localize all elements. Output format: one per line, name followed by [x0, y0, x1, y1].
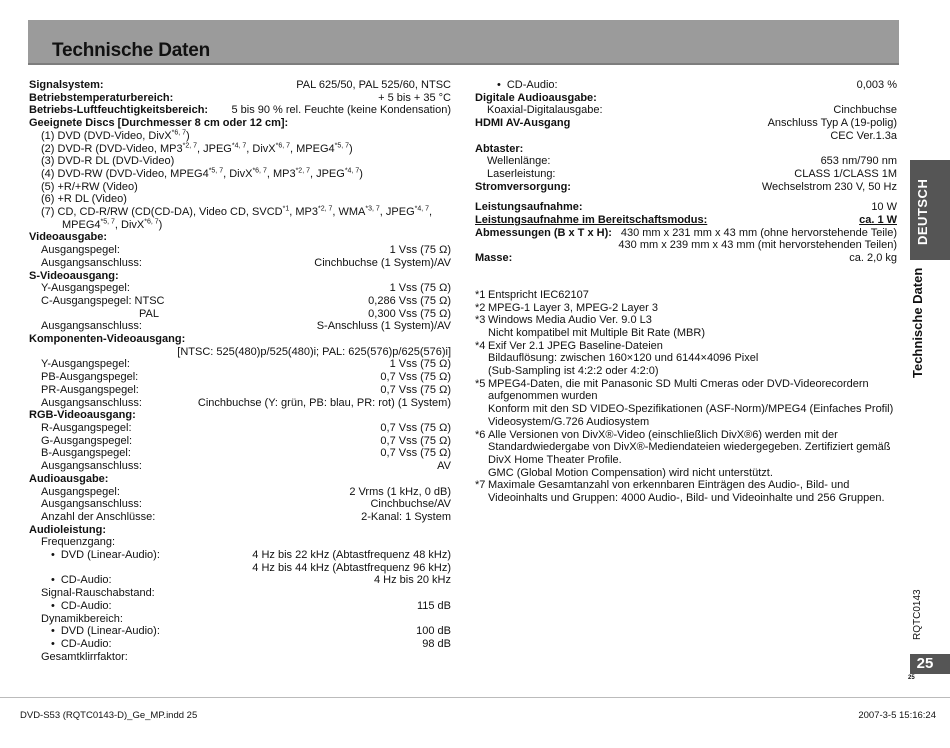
disc-text: (2) DVD-R (DVD-Video, MP3 [41, 142, 183, 155]
spec-label: C-Ausgangspegel: NTSC [41, 294, 165, 307]
disc-text: , WMA [332, 206, 366, 219]
spec-value: S-Anschluss (1 System)/AV [316, 320, 451, 333]
footnote [475, 479, 897, 492]
spec-row [29, 574, 451, 587]
disc-item [29, 130, 451, 143]
disc-text: , DivX [246, 142, 276, 155]
spec-label: Abmessungen (B x T x H): [475, 226, 612, 239]
spec-label: HDMI AV-Ausgang [475, 117, 571, 130]
footnote-marker: *3 [475, 314, 486, 327]
sub-heading: Signal-Rauschabstand: [41, 587, 155, 600]
spec-value: Cinchbuchse (Y: grün, PB: blau, PR: rot) (1 System) [197, 396, 451, 409]
disc-item [29, 168, 451, 181]
spec-value: Cinchbuchse [833, 104, 897, 117]
spec-label: Y-Ausgangspegel: [41, 358, 130, 371]
footnote-marker: *1 [475, 288, 486, 301]
footnote-ref: *3, 7 [365, 205, 380, 213]
spec-label: Koaxial-Digitalausgabe: [487, 104, 603, 117]
spec-value: ca. 1 W [859, 214, 897, 227]
footnote [475, 378, 897, 391]
disc-text: ) [349, 142, 353, 155]
disc-text: , JPEG [197, 142, 232, 155]
footnote-ref: *5, 7 [334, 141, 350, 149]
footnote-text: (Sub-Sampling ist 4:2:2 oder 4:2:0) [488, 365, 659, 378]
header-bar [28, 20, 899, 65]
spec-value: 1 Vss (75 Ω) [389, 244, 451, 257]
spec-value: PAL 625/50, PAL 525/60, NTSC [296, 79, 451, 91]
spec-label: Ausgangspegel: [41, 485, 120, 498]
footnote [475, 429, 897, 442]
spec-row [475, 117, 897, 130]
footer-file-info: DVD-S53 (RQTC0143-D)_Ge_MP.indd 25 [20, 710, 198, 721]
footnote-ref: *2, 7 [295, 167, 310, 175]
footnote-text: Videosystem/G.726 Audiosystem [488, 415, 650, 428]
section-heading: S-Videoausgang: [29, 269, 119, 282]
spec-row [29, 244, 451, 257]
sub-heading: Frequenzgang: [41, 536, 115, 549]
footnote-ref: *1 [282, 205, 290, 213]
spec-label: Masse: [475, 252, 513, 265]
spec-row [475, 155, 897, 168]
page-title: Technische Daten [52, 40, 210, 61]
spec-value: 0,7 Vss (75 Ω) [380, 383, 451, 396]
spec-label: Leistungsaufnahme im Bereitschaftsmodus: [475, 214, 708, 227]
spec-row [29, 397, 451, 410]
section-heading: Audioleistung: [29, 523, 106, 536]
footnote-ref: *6, 7 [171, 129, 187, 137]
footnote-text: Exif Ver 2.1 JPEG Baseline-Dateien [488, 339, 663, 352]
footnote-ref: *2, 7 [182, 141, 198, 149]
spec-row [29, 257, 451, 270]
spec-label: Stromversorgung: [475, 180, 571, 193]
left-column [29, 79, 451, 663]
page-number-small: 25 [908, 675, 915, 681]
spec-row [475, 201, 897, 214]
spec-row [475, 252, 897, 265]
spec-label: • DVD (Linear-Audio): [51, 549, 160, 562]
spec-label: Ausgangsanschluss: [41, 256, 142, 269]
spec-row [29, 625, 451, 638]
footnote-marker: *5 [475, 377, 486, 390]
spec-value: 4 Hz bis 20 kHz [373, 574, 451, 587]
footnote-ref: *6, 7 [144, 218, 159, 226]
spec-value: CEC Ver.1.3a [830, 129, 897, 142]
spec-value: 1 Vss (75 Ω) [389, 358, 451, 371]
disc-text: , JPEG [309, 167, 345, 180]
section-heading: Geeignete Discs [Durchmesser 8 cm oder 12 cm]: [29, 117, 289, 130]
disc-text: ) [359, 167, 363, 180]
footnote-marker: *2 [475, 301, 486, 314]
disc-text: , MPEG4 [290, 142, 335, 155]
spec-label: B-Ausgangspegel: [41, 447, 131, 460]
footnote-text: Videoinhalts und Gruppen: 4000 Audio-, Bild- und Videoinhalte und 256 Gruppen. [488, 492, 885, 505]
footnote-ref: *5, 7 [208, 167, 224, 175]
spec-row [29, 511, 451, 524]
spec-value: AV [437, 460, 451, 473]
spec-label: Ausgangspegel: [41, 244, 120, 257]
spec-row [29, 486, 451, 499]
spec-value: 115 dB [416, 599, 451, 612]
footnote [475, 302, 897, 315]
spec-label: Leistungsaufnahme: [475, 201, 583, 214]
section-heading: RGB-Videoausgang: [29, 409, 136, 422]
spec-row [29, 422, 451, 435]
disc-text: , JPEG [379, 206, 415, 219]
spec-value: ca. 2,0 kg [849, 252, 897, 265]
section-heading: Videoausgabe: [29, 231, 108, 244]
footnote-text: Alle Versionen von DivX®-Video (einschließlich DivX®6) werden mit der [488, 428, 838, 441]
spec-row [29, 104, 451, 117]
footnote-ref: *4, 7 [344, 167, 360, 175]
spec-label: PAL [139, 307, 159, 320]
disc-text: (4) DVD-RW (DVD-Video, MPEG4 [41, 167, 209, 180]
spec-value: 0,003 % [856, 79, 897, 91]
spec-row [475, 79, 897, 92]
spec-label: Ausgangsanschluss: [41, 498, 142, 511]
footnote [475, 289, 897, 302]
footnote-ref: *2, 7 [317, 205, 333, 213]
footnote-text: aufgenommen wurden [488, 390, 598, 403]
spec-label: Ausgangsanschluss: [41, 396, 142, 409]
footnote-text: Windows Media Audio Ver. 9.0 L3 [488, 314, 652, 327]
footnote-text: DivX Home Theater Profile. [488, 453, 622, 466]
spec-label: Signalsystem: [29, 79, 104, 91]
spec-row [475, 227, 897, 240]
spec-value: 4 Hz bis 22 kHz (Abtastfrequenz 48 kHz) [252, 549, 451, 562]
spec-label: Wellenlänge: [487, 155, 551, 168]
spec-row [29, 384, 451, 397]
spec-row [475, 214, 897, 227]
footnote-text: Entspricht IEC62107 [488, 288, 589, 301]
spec-label: Anzahl der Anschlüsse: [41, 510, 156, 523]
disc-item [29, 206, 451, 219]
spec-value: 4 Hz bis 44 kHz (Abtastfrequenz 96 kHz) [252, 561, 451, 574]
sub-heading: Gesamtklirrfaktor: [41, 650, 128, 663]
spec-value: 2 Vrms (1 kHz, 0 dB) [349, 485, 451, 498]
spec-value: Cinchbuchse (1 System)/AV [314, 256, 451, 269]
footnote-text: MPEG-1 Layer 3, MPEG-2 Layer 3 [488, 301, 658, 314]
spec-row [29, 460, 451, 473]
section-heading: Abtaster: [475, 142, 524, 155]
spec-row [29, 638, 451, 651]
spec-value: 653 nm/790 nm [820, 155, 897, 168]
disc-item [29, 143, 451, 156]
spec-label: • CD-Audio: [51, 600, 112, 613]
spec-row [475, 168, 897, 181]
footnote-text: Standardwiedergabe von DivX®-Mediendateien wiedergegeben. Zertifiziert gemäß [488, 441, 891, 454]
disc-text: , DivX [114, 218, 145, 231]
footnote-ref: *6, 7 [275, 141, 291, 149]
footnote-ref: *5, 7 [100, 218, 115, 226]
spec-row [29, 92, 451, 105]
spec-value: Cinchbuchse/AV [370, 498, 451, 511]
footnote-marker: *6 [475, 428, 486, 441]
spec-label: Betriebstemperaturbereich: [29, 91, 174, 104]
spec-label: Betriebs-Luftfeuchtigkeitsbereich: [29, 104, 209, 117]
spec-value: 0,300 Vss (75 Ω) [368, 307, 451, 320]
section-heading: Digitale Audioausgabe: [475, 91, 597, 104]
disc-text: MPEG4 [62, 218, 101, 231]
right-column [475, 79, 897, 505]
disc-item: (5) +R/+RW (Video) [41, 180, 138, 193]
spec-value: 0,7 Vss (75 Ω) [380, 434, 451, 447]
spec-label: • DVD (Linear-Audio): [51, 625, 160, 638]
spec-row [29, 600, 451, 613]
footnote-text: GMC (Global Motion Compensation) wird nicht unterstützt. [488, 466, 773, 479]
spec-label: Ausgangsanschluss: [41, 320, 142, 333]
disc-item: (6) +R DL (Video) [41, 193, 127, 206]
disc-text: ) [158, 218, 163, 231]
disc-item [29, 219, 451, 232]
spec-label: PR-Ausgangspegel: [41, 383, 139, 396]
spec-row [475, 181, 897, 194]
spec-row [29, 320, 451, 333]
spec-row [29, 447, 451, 460]
footnote-text: Konform mit den SD VIDEO-Spezifikationen (ASF-Norm)/MPEG4 (Einfaches Profil) [488, 403, 894, 416]
spec-value: 2-Kanal: 1 System [361, 510, 451, 523]
footnote [475, 314, 897, 327]
spec-value: Anschluss Typ A (19-polig) [767, 117, 897, 130]
footer-divider [0, 697, 950, 698]
language-tab-label: DEUTSCH [915, 178, 930, 245]
spec-label: Laserleistung: [487, 167, 556, 180]
document-code: RQTC0143 [912, 589, 923, 640]
spec-label: PB-Ausgangspegel: [41, 371, 139, 384]
footnote-text: Bildauflösung: zwischen 160×120 und 6144×4096 Pixel [488, 352, 759, 365]
disc-text: (1) DVD (DVD-Video, DivX [41, 129, 172, 142]
footnote-ref: *6, 7 [252, 167, 267, 175]
spec-value: 430 mm x 239 mm x 43 mm (mit hervorstehenden Teilen) [618, 239, 897, 252]
spec-row [29, 549, 451, 562]
spec-row [29, 371, 451, 384]
spec-label: Y-Ausgangspegel: [41, 282, 130, 295]
spec-value: 0,7 Vss (75 Ω) [380, 447, 451, 460]
spec-value: 100 dB [416, 625, 451, 638]
spec-value: 1 Vss (75 Ω) [389, 282, 451, 295]
disc-text: ) [186, 129, 190, 142]
disc-text: , [429, 206, 433, 219]
sub-heading: Dynamikbereich: [41, 612, 123, 625]
spec-row [29, 282, 451, 295]
footnote-marker: *7 [475, 479, 486, 492]
spec-value: 0,286 Vss (75 Ω) [368, 294, 451, 307]
spec-label: • CD-Audio: [497, 79, 558, 92]
footnote-text: MPEG4-Daten, die mit Panasonic SD Multi Cmeras oder DVD-Videorecordern [488, 377, 869, 390]
spec-row [29, 435, 451, 448]
spec-label: Ausgangsanschluss: [41, 460, 142, 473]
disc-text: , MP3 [289, 206, 318, 219]
footnote-ref: *4, 7 [231, 141, 247, 149]
spec-value: 10 W [871, 201, 897, 214]
spec-row [29, 308, 451, 321]
spec-value: 0,7 Vss (75 Ω) [380, 371, 451, 384]
footer-timestamp: 2007-3-5 15:16:24 [858, 710, 936, 721]
spec-row [475, 104, 897, 117]
section-heading: Komponenten-Videoausgang: [29, 333, 186, 346]
spec-value: CLASS 1/CLASS 1M [794, 167, 897, 180]
footnote-marker: *4 [475, 339, 486, 352]
spec-row [29, 358, 451, 371]
disc-text: (7) CD, CD-R/RW (CD(CD-DA), Video CD, SVCD [41, 206, 283, 219]
spec-value: + 5 bis + 35 °C [378, 91, 451, 104]
spec-value: 430 mm x 231 mm x 43 mm (ohne hervorstehende Teile) [620, 226, 897, 239]
disc-item: (3) DVD-R DL (DVD-Video) [41, 155, 175, 168]
spec-row [29, 295, 451, 308]
component-format: [NTSC: 525(480)p/525(480)i; PAL: 625(576)p/625(576)i] [177, 345, 451, 358]
footnote-text: Maximale Gesamtanzahl von erkennbaren Einträgen des Audio-, Bild- und [488, 479, 850, 492]
footnote-text: Nicht kompatibel mit Multiple Bit Rate (MBR) [488, 326, 706, 339]
spec-value: 98 dB [422, 637, 451, 650]
footnote [475, 340, 897, 353]
spec-label: • CD-Audio: [51, 574, 112, 587]
footnote-ref: *4, 7 [414, 205, 430, 213]
spec-label: • CD-Audio: [51, 638, 112, 651]
page-number: 25 [916, 655, 934, 672]
side-section-title: Technische Daten [910, 267, 925, 378]
spec-label: R-Ausgangspegel: [41, 421, 132, 434]
disc-text: , DivX [223, 167, 253, 180]
spec-value: Wechselstrom 230 V, 50 Hz [761, 180, 897, 193]
spec-value: 5 bis 90 % rel. Feuchte (keine Kondensation) [231, 104, 451, 117]
section-heading: Audioausgabe: [29, 472, 109, 485]
spec-value: 0,7 Vss (75 Ω) [380, 421, 451, 434]
spec-label: G-Ausgangspegel: [41, 434, 133, 447]
disc-text: , MP3 [266, 167, 296, 180]
spec-row [29, 79, 451, 92]
spec-row [29, 498, 451, 511]
